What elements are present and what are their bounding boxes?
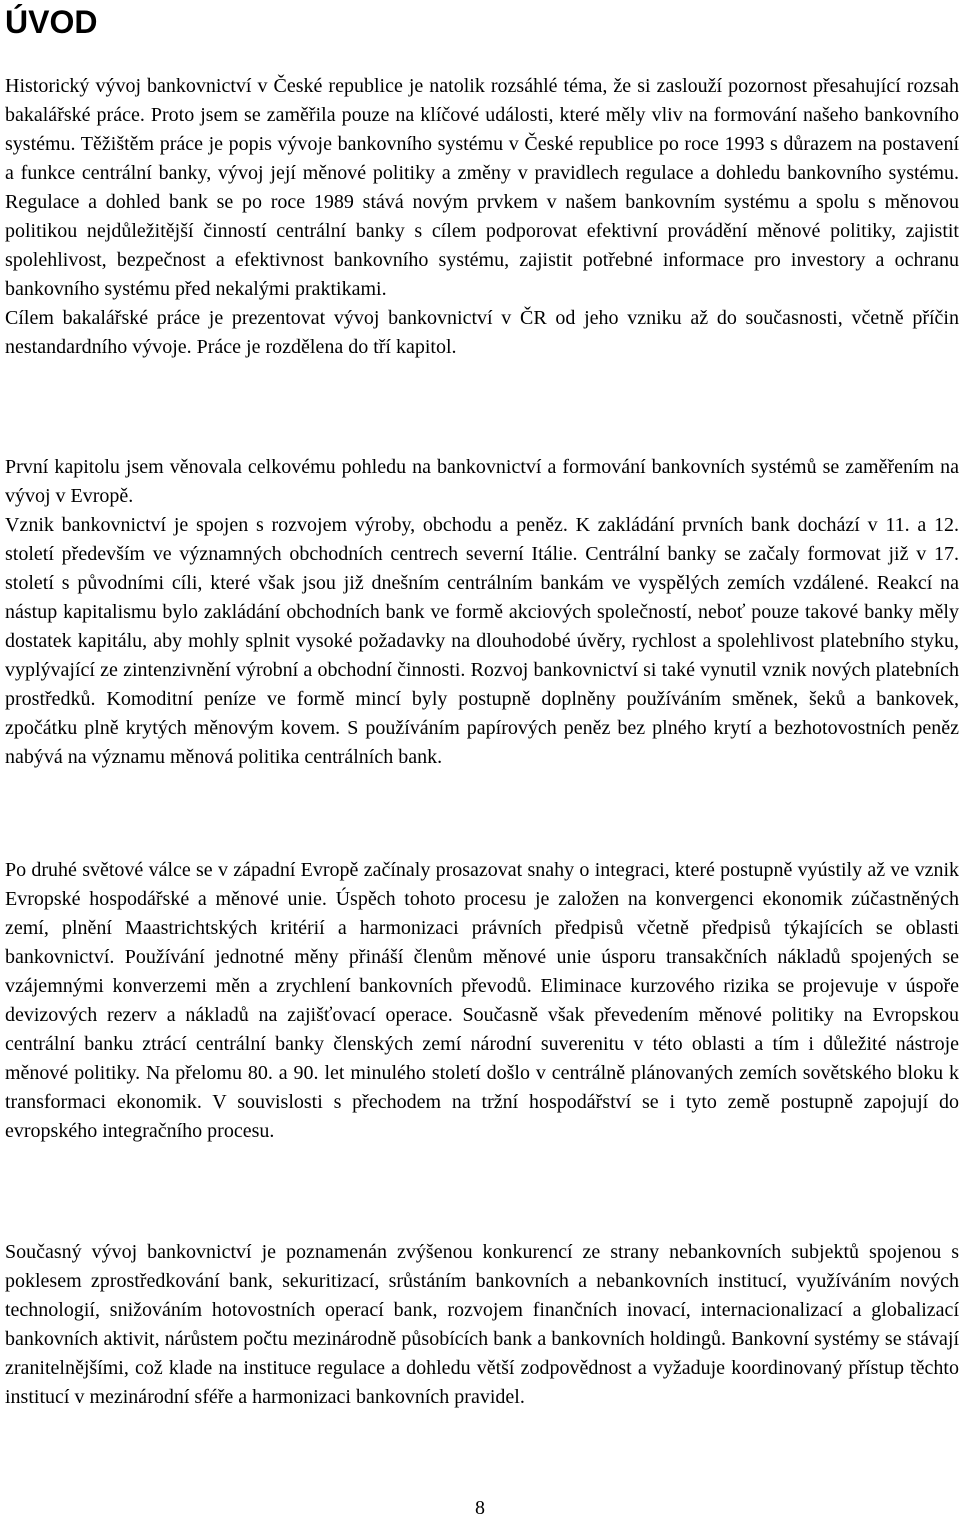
paragraph-1 — [5, 72, 959, 362]
paragraph-4 — [5, 1238, 959, 1412]
paragraph-text: Vznik bankovnictví je spojen s rozvojem výroby, obchodu a peněz. K zakládání prvních bank dochází v 11. a 12. století především ve významných obchodních centrech severní Itálie. Centrální banky se začaly formovat již v 17. století s původními cíli, které však jsou již dnešním centrálním bankám ve vyspělých zemích vzdálené. Reakcí na nástup kapitalismu bylo zakládání obchodních bank ve formě akciových společností, neboť pouze takové banky měly dostatek kapitálu, aby mohly splnit vysoké požadavky na dlouhodobé úvěry, rychlost a spolehlivost platebního styku, vyplývající ze zintenzivnění výrobní a obchodní činnosti. Rozvoj bankovnictví si také vynutil vznik nových platebních prostředků. Komoditní peníze ve formě mincí byly postupně doplněny používáním směnek, šeků a bankovek, zpočátku plně krytých měnovým kovem. S používáním papírových peněz bez plného krytí a bezhotovostních peněz nabývá na významu měnová politika centrálních bank. — [5, 514, 959, 768]
paragraph-text: Historický vývoj bankovnictví v České republice je natolik rozsáhlé téma, že si zaslouží pozornost přesahující rozsah bakalářské práce. Proto jsem se zaměřila pouze na klíčové události, které měly vliv na formování našeho bankovního systému. Těžištěm práce je popis vývoje bankovního systému v České republice po roce 1993 s důrazem na postavení a funkce centrální banky, vývoj její měnové politiky a změny v pravidlech regulace a dohledu bankovního systému. Regulace a dohled bank se po roce 1989 stává novým prvkem v našem bankovním systému a spolu s měnovou politikou nejdůležitější činností centrální banky s cílem podporovat efektivní provádění měnové politiky, zajistit spolehlivost, bezpečnost a efektivnost bankovního systému, zajistit potřebné informace pro investory a ochranu bankovního systému před nekalými praktikami. — [5, 75, 959, 300]
paragraph-text: První kapitolu jsem věnovala celkovému pohledu na bankovnictví a formování bankovních systémů se zaměřením na vývoj v Evropě. — [5, 456, 959, 507]
paragraph-text: Současný vývoj bankovnictví je poznamenán zvýšenou konkurencí ze strany nebankovních subjektů spojenou s poklesem zprostředkování bank, sekuritizací, srůstáním bankovních a nebankovních institucí, využíváním nových technologií, snižováním hotovostních operací bank, rozvojem finančních inovací, internacionalizací a globalizací bankovních aktivit, nárůstem počtu mezinárodně působících bank a bankovních holdingů. Bankovní systémy se stávají zranitelnějšími, což klade na instituce regulace a dohledu větší zodpovědnost a vyžaduje koordinovaný přístup těchto institucí v mezinárodní sféře a harmonizaci bankovních pravidel. — [5, 1241, 959, 1408]
page-title: ÚVOD — [5, 4, 98, 40]
paragraph-2 — [5, 453, 959, 772]
page-number: 8 — [475, 1497, 485, 1519]
paragraph-text: Po druhé světové válce se v západní Evropě začínaly prosazovat snahy o integraci, které postupně vyústily až ve vznik Evropské hospodářské a měnové unie. Úspěch tohoto procesu je založen na konvergenci ekonomik zúčastněných zemí, plnění Maastrichtských kritérií a harmonizaci právních předpisů včetně předpisů týkajících se oblasti bankovnictví. Používání jednotné měny přináší členům měnové unie úsporu transakčních nákladů spojených se vzájemnými konverzemi měn a zrychlení bankovních převodů. Eliminace kurzového rizika se projevuje v úspoře devizových rezerv a nákladů na zajišťovací operace. Současně však převedením měnové politiky na Evropskou centrální banku ztrácí centrální banky členských zemí národní suverenitu v této oblasti a tím i důležité nástroje měnové politiky. Na přelomu 80. a 90. let minulého století došlo v centrálně plánovaných zemích sovětského bloku k transformaci ekonomik. V souvislosti s přechodem na tržní hospodářství se i tyto země postupně zapojují do evropského integračního procesu. — [5, 859, 959, 1142]
paragraph-3 — [5, 856, 959, 1146]
paragraph-text: Cílem bakalářské práce je prezentovat vývoj bankovnictví v ČR od jeho vzniku až do současnosti, včetně příčin nestandardního vývoje. Práce je rozdělena do tří kapitol. — [5, 307, 959, 358]
